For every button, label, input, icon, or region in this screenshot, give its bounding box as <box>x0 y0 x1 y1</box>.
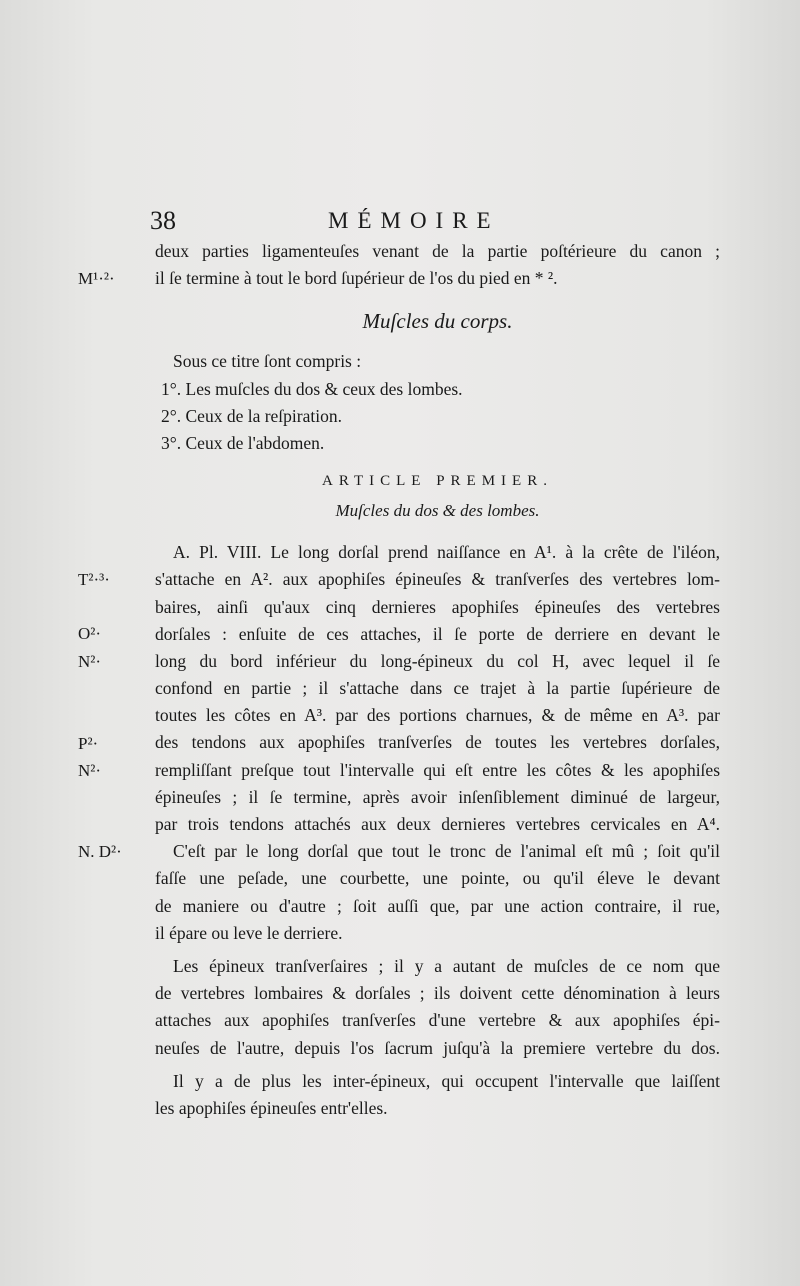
text-line: des tendons aux apophiſes tranſverſes de toutes les vertebres dorſales, <box>155 732 720 753</box>
text-line: long du bord inférieur du long-épineux du col H, avec lequel il ſe <box>155 650 720 671</box>
text-line: Les épineux tranſverſaires ; il y a autant de muſcles de ce nom que <box>173 955 720 976</box>
list-intro: Sous ce titre ſont compris : <box>173 351 362 372</box>
text-line: confond en partie ; il s'attache dans ce trajet à la partie ſupérieure de <box>155 678 720 699</box>
margin-note: P²· <box>78 734 99 753</box>
text-line: deux parties ligamenteuſes venant de la partie poſtérieure du canon ; <box>155 241 720 261</box>
text-line: attaches aux apophiſes tranſverſes d'une vertebre & aux apophiſes épi- <box>155 1010 720 1031</box>
text-line: C'eſt par le long dorſal que tout le tronc de l'animal eſt mû ; ſoit qu'il <box>173 841 720 862</box>
text-line: de vertebres lombaires & dorſales ; ils doivent cette dénomination à leurs <box>155 983 720 1004</box>
list-item: 2°. Ceux de la reſpiration. <box>161 405 342 426</box>
page-number: 38 <box>150 206 176 235</box>
article-subtitle: Muſcles du dos & des lombes. <box>335 501 540 521</box>
text-line: les apophiſes épineuſes entr'elles. <box>155 1097 388 1118</box>
margin-note: T²·³· <box>78 570 110 589</box>
text-line: A. Pl. VIII. Le long dorſal prend naiſſance en A¹. à la crête de l'iléon, <box>173 542 720 563</box>
text-line: Il y a de plus les inter-épineux, qui occupent l'intervalle que laiſſent <box>173 1070 720 1091</box>
text-line: toutes les côtes en A³. par des portions charnues, & de même en A³. par <box>155 705 720 726</box>
text-line: baires, ainſi qu'aux cinq dernieres apophiſes épineuſes des vertebres <box>155 596 720 617</box>
article-heading: ARTICLE PREMIER. <box>322 473 553 490</box>
text-line: dorſales : enſuite de ces attaches, il ſe porte de derriere en devant le <box>155 623 720 644</box>
page-body <box>155 238 720 1122</box>
section-title: Muſcles du corps. <box>362 309 513 334</box>
margin-note: N²· <box>78 652 102 671</box>
text-line: de maniere ou d'autre ; ſoit auſſi que, par une action contraire, il rue, <box>155 895 720 916</box>
margin-note: M¹·²· <box>78 269 115 288</box>
running-title: MÉMOIRE <box>328 208 500 233</box>
text-line: il épare ou leve le derriere. <box>155 922 343 943</box>
list-item: 3°. Ceux de l'abdomen. <box>161 432 325 453</box>
margin-note: N. D²· <box>78 842 122 861</box>
text-line: neuſes de l'autre, depuis l'os ſacrum juſqu'à la premiere vertebre du dos. <box>155 1037 720 1058</box>
margin-note: O²· <box>78 624 102 643</box>
list-item: 1°. Les muſcles du dos & ceux des lombes. <box>161 378 463 399</box>
text-line: il ſe termine à tout le bord ſupérieur de l'os du pied en * ². <box>155 268 558 289</box>
page-header <box>150 206 720 242</box>
text-line: par trois tendons attachés aux deux dernieres vertebres cervicales en A⁴. <box>155 814 720 834</box>
text-line: s'attache en A². aux apophiſes épineuſes & tranſverſes des vertebres lom- <box>155 569 720 590</box>
text-line: rempliſſant preſque tout l'intervalle qui eſt entre les côtes & les apophiſes <box>155 759 720 780</box>
text-line: épineuſes ; il ſe termine, après avoir inſenſiblement diminué de largeur, <box>155 786 720 807</box>
margin-note: N²· <box>78 761 102 780</box>
text-line: faſſe une peſade, une courbette, une pointe, ou qu'il éleve le devant <box>155 868 720 889</box>
